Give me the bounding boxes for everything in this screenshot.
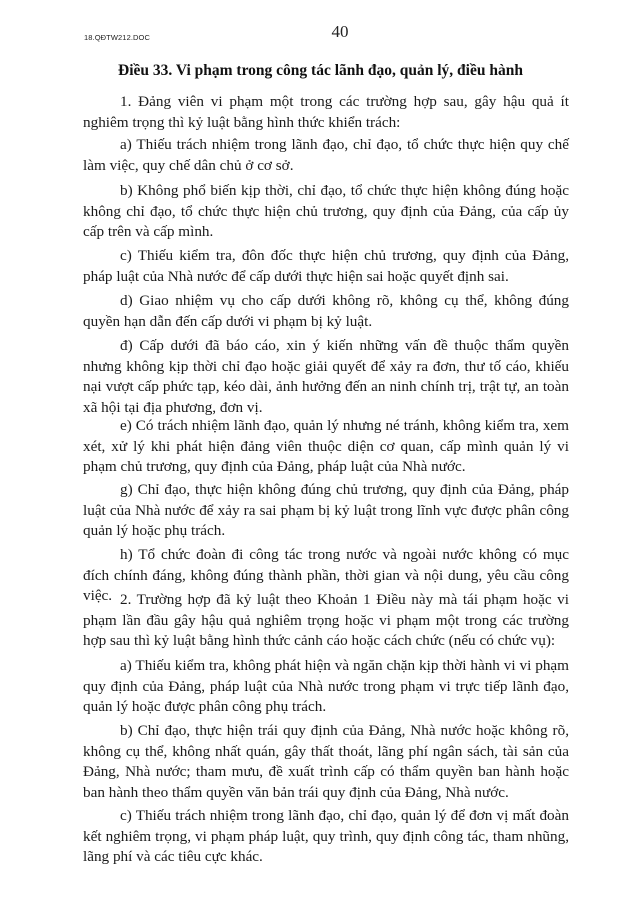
paragraph-clause-1dd: đ) Cấp dưới đã báo cáo, xin ý kiến những vấn đề thuộc thẩm quyền nhưng không kịp thời chỉ đạo hoặc giải quyết để xảy ra đơn, thư tố cáo, khiếu nại vượt cấp phức tạp, kéo dài, ảnh hưởng đến an ninh chính trị, trật tự, an toàn xã hội tại địa phương, đơn vị. (83, 337, 569, 416)
paragraph-clause-2a: a) Thiếu kiểm tra, không phát hiện và ngăn chặn kịp thời hành vi vi phạm quy định của Đảng, pháp luật của Nhà nước trong phạm vi trực tiếp lãnh đạo, quản lý hoặc được phân công phụ trách. (83, 657, 569, 716)
paragraph-clause-2c: c) Thiếu trách nhiệm trong lãnh đạo, chỉ đạo, quản lý để đơn vị mất đoàn kết nghiêm trọng, vi phạm pháp luật, quy trình, quy định công tác, tham nhũng, lãng phí và các tiêu cực khác. (83, 807, 569, 866)
paragraph-clause-1a: a) Thiếu trách nhiệm trong lãnh đạo, chỉ đạo, tổ chức thực hiện quy chế làm việc, quy chế dân chủ ở cơ sở. (83, 136, 569, 174)
paragraph-clause-1c: c) Thiếu kiểm tra, đôn đốc thực hiện chủ trương, quy định của Đảng, pháp luật của Nhà nước để cấp dưới thực hiện sai hoặc quyết định sai. (83, 247, 569, 285)
document-file-id: 18.QĐTW212.DOC (84, 33, 150, 42)
paragraph-clause-1: 1. Đảng viên vi phạm một trong các trường hợp sau, gây hậu quả ít nghiêm trọng thì kỷ luật bằng hình thức khiển trách: (83, 93, 569, 131)
paragraph-clause-1e: e) Có trách nhiệm lãnh đạo, quản lý nhưng né tránh, không kiểm tra, xem xét, xử lý khi phát hiện đảng viên thuộc diện cơ quan, cấp mình quản lý vi phạm chủ trương, quy định của Đảng, pháp luật của Nhà nước. (83, 417, 569, 476)
page-number: 40 (331, 22, 349, 41)
paragraph-clause-1g: g) Chỉ đạo, thực hiện không đúng chủ trương, quy định của Đảng, pháp luật của Nhà nước để xảy ra sai phạm bị kỷ luật trong lĩnh vực được phân công quản lý hoặc phụ trách. (83, 481, 569, 540)
paragraph-clause-1h: h) Tổ chức đoàn đi công tác trong nước và ngoài nước không có mục đích chính đáng, không đúng thành phần, thời gian và nội dung, yêu cầu công việc. (83, 546, 569, 605)
paragraph-clause-2b: b) Chỉ đạo, thực hiện trái quy định của Đảng, Nhà nước hoặc không rõ, không cụ thể, không nhất quán, gây thất thoát, lãng phí ngân sách, tài sản của Đảng, Nhà nước; tham mưu, đề xuất trình cấp có thẩm quyền ban hành hoặc ban hành theo thẩm quyền văn bản trái quy định của Đảng, Nhà nước. (83, 722, 569, 801)
paragraph-clause-1b: b) Không phổ biến kịp thời, chỉ đạo, tổ chức thực hiện không đúng hoặc không chỉ đạo, tổ chức thực hiện chủ trương, quy định của Đảng, của cấp ủy cấp trên và cấp mình. (83, 182, 569, 241)
article-heading: Điều 33. Vi phạm trong công tác lãnh đạo, quản lý, điều hành (118, 62, 523, 79)
paragraph-clause-2: 2. Trường hợp đã kỷ luật theo Khoản 1 Điều này mà tái phạm hoặc vi phạm lần đầu gây hậu quả nghiêm trọng hoặc vi phạm một trong các trường hợp sau thì kỷ luật bằng hình thức cảnh cáo hoặc cách chức (nếu có chức vụ): (83, 591, 569, 650)
paragraph-clause-1d: d) Giao nhiệm vụ cho cấp dưới không rõ, không cụ thể, không đúng quyền hạn dẫn đến cấp dưới vi phạm bị kỷ luật. (83, 292, 569, 330)
